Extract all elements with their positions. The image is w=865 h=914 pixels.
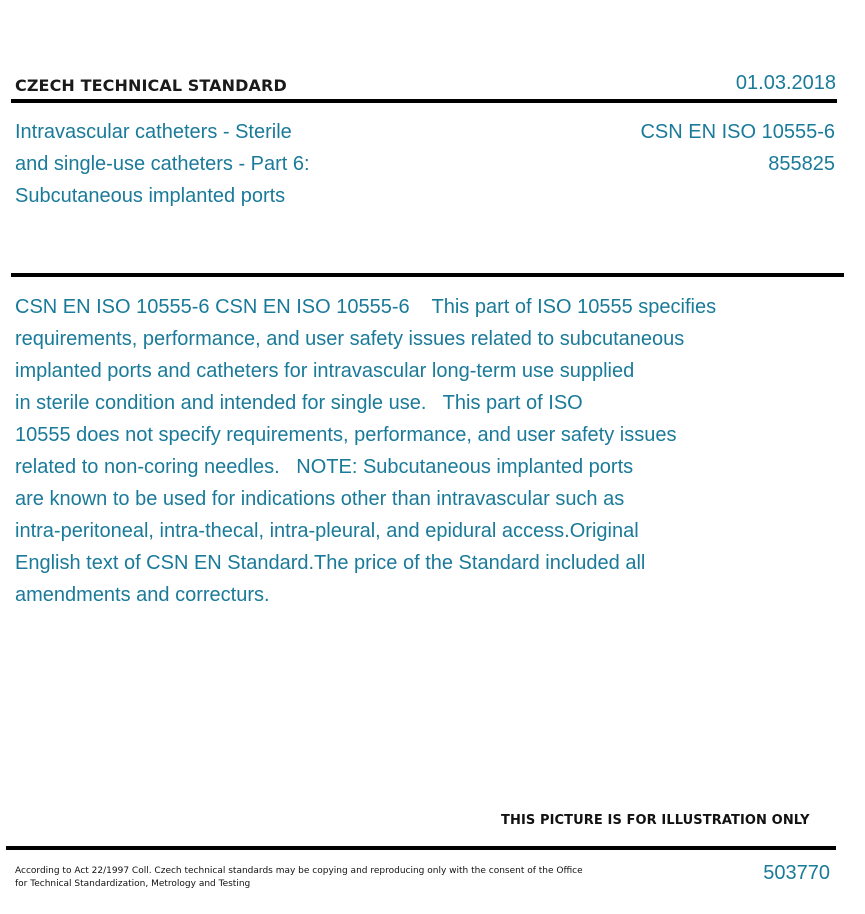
abstract-line: are known to be used for indications other than intravascular such as bbox=[15, 488, 625, 510]
legal-line: According to Act 22/1997 Coll. Czech technical standards may be copying and reproducing only with the consent of the Office bbox=[15, 866, 583, 876]
publication-date: 01.03.2018 bbox=[735, 72, 836, 94]
legal-notice bbox=[15, 865, 583, 891]
title-line: Intravascular catheters - Sterile bbox=[15, 121, 292, 143]
standard-title bbox=[15, 116, 415, 212]
abstract-line: amendments and correcturs. bbox=[15, 584, 270, 606]
standard-type-label: CZECH TECHNICAL STANDARD bbox=[15, 76, 287, 95]
standard-designation: CSN EN ISO 10555-6 bbox=[640, 121, 835, 143]
abstract-line: English text of CSN EN Standard.The price of the Standard included all bbox=[15, 552, 646, 574]
illustration-notice: THIS PICTURE IS FOR ILLUSTRATION ONLY bbox=[501, 813, 810, 828]
abstract-line: 10555 does not specify requirements, performance, and user safety issues bbox=[15, 424, 677, 446]
abstract-line: CSN EN ISO 10555-6 CSN EN ISO 10555-6 This part of ISO 10555 specifies bbox=[15, 296, 717, 318]
abstract-line: intra-peritoneal, intra-thecal, intra-pleural, and epidural access.Original bbox=[15, 520, 639, 542]
classification-number: 855825 bbox=[768, 153, 835, 175]
standard-codes bbox=[640, 116, 835, 180]
abstract-text bbox=[15, 291, 835, 611]
abstract-line: in sterile condition and intended for single use. This part of ISO bbox=[15, 392, 583, 414]
header-divider bbox=[11, 99, 837, 103]
document-number: 503770 bbox=[763, 862, 830, 884]
abstract-line: implanted ports and catheters for intravascular long-term use supplied bbox=[15, 360, 635, 382]
title-divider bbox=[11, 273, 844, 277]
title-line: Subcutaneous implanted ports bbox=[15, 185, 286, 207]
abstract-line: requirements, performance, and user safety issues related to subcutaneous bbox=[15, 328, 685, 350]
abstract-line: related to non-coring needles. NOTE: Subcutaneous implanted ports bbox=[15, 456, 634, 478]
title-line: and single-use catheters - Part 6: bbox=[15, 153, 310, 175]
footer-divider bbox=[6, 846, 836, 850]
legal-line: for Technical Standardization, Metrology and Testing bbox=[15, 879, 251, 889]
